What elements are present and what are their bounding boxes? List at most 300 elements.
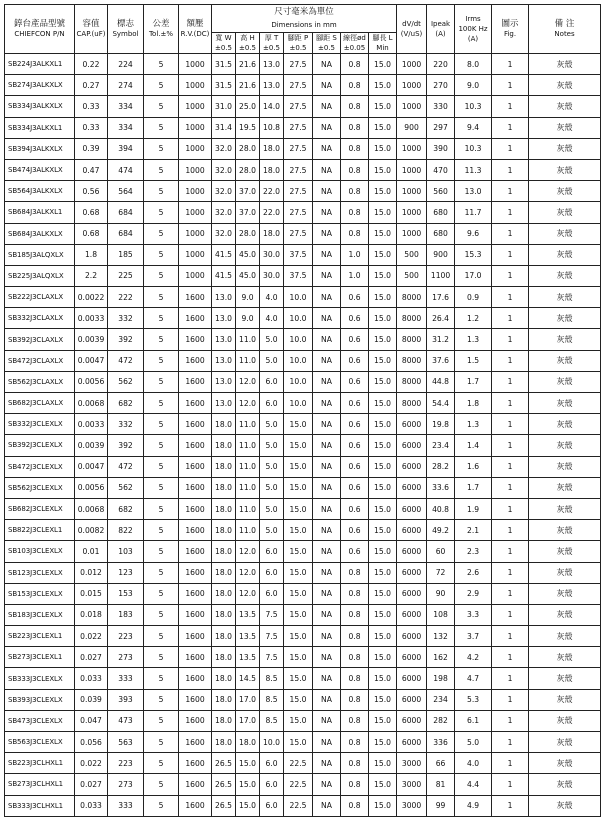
cell-symbol: 822 bbox=[108, 520, 144, 541]
cell-height: 37.0 bbox=[236, 202, 260, 223]
cell-capacitance: 0.0047 bbox=[75, 350, 108, 371]
cell-rated-voltage: 1000 bbox=[179, 54, 212, 75]
cell-ipeak: 234 bbox=[427, 689, 455, 710]
cell-pitch-p: 10.0 bbox=[284, 393, 313, 414]
cell-notes: 灰殼 bbox=[529, 710, 601, 731]
cell-part-number: SB333J3CLHXL1 bbox=[5, 795, 75, 816]
cell-dvdt: 6000 bbox=[397, 520, 427, 541]
cell-symbol: 563 bbox=[108, 732, 144, 753]
cell-rated-voltage: 1000 bbox=[179, 223, 212, 244]
cell-tolerance: 5 bbox=[144, 795, 179, 816]
cell-dvdt: 6000 bbox=[397, 477, 427, 498]
header-wire-diameter: 線徑ød ±0.05 bbox=[341, 33, 369, 54]
cell-width: 13.0 bbox=[212, 371, 236, 392]
cell-figure: 1 bbox=[492, 456, 529, 477]
table-row bbox=[5, 393, 601, 414]
cell-pitch-p: 27.5 bbox=[284, 75, 313, 96]
cell-tolerance: 5 bbox=[144, 710, 179, 731]
cell-capacitance: 2.2 bbox=[75, 265, 108, 286]
cell-height: 45.0 bbox=[236, 265, 260, 286]
cell-figure: 1 bbox=[492, 753, 529, 774]
cell-lead-length: 15.0 bbox=[369, 498, 397, 519]
cell-ipeak: 198 bbox=[427, 668, 455, 689]
cell-symbol: 185 bbox=[108, 244, 144, 265]
cell-wire-diameter: 0.8 bbox=[341, 668, 369, 689]
cell-pitch-p: 15.0 bbox=[284, 604, 313, 625]
cell-part-number: SB392J3CLAXLX bbox=[5, 329, 75, 350]
cell-tolerance: 5 bbox=[144, 604, 179, 625]
cell-wire-diameter: 0.8 bbox=[341, 732, 369, 753]
cell-ipeak: 17.6 bbox=[427, 287, 455, 308]
cell-thickness: 7.5 bbox=[260, 647, 284, 668]
table-row bbox=[5, 181, 601, 202]
cell-width: 13.0 bbox=[212, 329, 236, 350]
cell-thickness: 13.0 bbox=[260, 54, 284, 75]
cell-irms: 4.4 bbox=[455, 774, 492, 795]
cell-ipeak: 162 bbox=[427, 647, 455, 668]
header-symbol: 標志 Symbol bbox=[108, 5, 144, 54]
cell-pitch-s: NA bbox=[313, 456, 341, 477]
cell-pitch-s: NA bbox=[313, 265, 341, 286]
cell-pitch-s: NA bbox=[313, 308, 341, 329]
cell-tolerance: 5 bbox=[144, 138, 179, 159]
cell-width: 18.0 bbox=[212, 689, 236, 710]
cell-irms: 1.3 bbox=[455, 329, 492, 350]
cell-thickness: 6.0 bbox=[260, 393, 284, 414]
cell-part-number: SB473J3CLEXLX bbox=[5, 710, 75, 731]
table-row bbox=[5, 498, 601, 519]
cell-figure: 1 bbox=[492, 562, 529, 583]
cell-wire-diameter: 0.8 bbox=[341, 117, 369, 138]
cell-pitch-s: NA bbox=[313, 520, 341, 541]
cell-capacitance: 0.033 bbox=[75, 795, 108, 816]
cell-pitch-p: 15.0 bbox=[284, 435, 313, 456]
cell-tolerance: 5 bbox=[144, 689, 179, 710]
cell-wire-diameter: 0.6 bbox=[341, 371, 369, 392]
cell-thickness: 5.0 bbox=[260, 456, 284, 477]
cell-dvdt: 3000 bbox=[397, 795, 427, 816]
cell-ipeak: 1100 bbox=[427, 265, 455, 286]
cell-lead-length: 15.0 bbox=[369, 371, 397, 392]
cell-pitch-p: 15.0 bbox=[284, 562, 313, 583]
cell-notes: 灰殼 bbox=[529, 202, 601, 223]
header-thickness: 厚 T ±0.5 bbox=[260, 33, 284, 54]
cell-irms: 5.3 bbox=[455, 689, 492, 710]
cell-pitch-p: 15.0 bbox=[284, 583, 313, 604]
cell-part-number: SB682J3CLAXLX bbox=[5, 393, 75, 414]
cell-capacitance: 0.027 bbox=[75, 774, 108, 795]
cell-irms: 4.2 bbox=[455, 647, 492, 668]
cell-thickness: 13.0 bbox=[260, 75, 284, 96]
cell-symbol: 562 bbox=[108, 371, 144, 392]
cell-part-number: SB562J3CLEXLX bbox=[5, 477, 75, 498]
cell-lead-length: 15.0 bbox=[369, 477, 397, 498]
cell-ipeak: 28.2 bbox=[427, 456, 455, 477]
cell-symbol: 474 bbox=[108, 159, 144, 180]
cell-figure: 1 bbox=[492, 117, 529, 138]
cell-wire-diameter: 0.8 bbox=[341, 96, 369, 117]
cell-dvdt: 6000 bbox=[397, 562, 427, 583]
cell-pitch-p: 10.0 bbox=[284, 350, 313, 371]
cell-width: 13.0 bbox=[212, 393, 236, 414]
cell-pitch-p: 15.0 bbox=[284, 710, 313, 731]
cell-notes: 灰殼 bbox=[529, 287, 601, 308]
table-body bbox=[5, 54, 601, 817]
header-rated-voltage: 額壓 R.V.(DC) bbox=[179, 5, 212, 54]
cell-notes: 灰殼 bbox=[529, 244, 601, 265]
cell-capacitance: 0.68 bbox=[75, 202, 108, 223]
cell-height: 13.5 bbox=[236, 647, 260, 668]
cell-wire-diameter: 0.8 bbox=[341, 647, 369, 668]
cell-irms: 1.5 bbox=[455, 350, 492, 371]
cell-tolerance: 5 bbox=[144, 75, 179, 96]
cell-figure: 1 bbox=[492, 435, 529, 456]
cell-pitch-s: NA bbox=[313, 350, 341, 371]
cell-notes: 灰殼 bbox=[529, 541, 601, 562]
cell-capacitance: 0.33 bbox=[75, 96, 108, 117]
cell-rated-voltage: 1600 bbox=[179, 520, 212, 541]
cell-figure: 1 bbox=[492, 181, 529, 202]
cell-pitch-s: NA bbox=[313, 689, 341, 710]
cell-rated-voltage: 1600 bbox=[179, 732, 212, 753]
cell-pitch-s: NA bbox=[313, 329, 341, 350]
cell-lead-length: 15.0 bbox=[369, 244, 397, 265]
cell-dvdt: 1000 bbox=[397, 96, 427, 117]
cell-pitch-p: 37.5 bbox=[284, 265, 313, 286]
cell-part-number: SB472J3CLEXLX bbox=[5, 456, 75, 477]
cell-pitch-s: NA bbox=[313, 202, 341, 223]
cell-pitch-p: 15.0 bbox=[284, 477, 313, 498]
cell-part-number: SB392J3CLEXLX bbox=[5, 435, 75, 456]
table-row bbox=[5, 435, 601, 456]
cell-height: 25.0 bbox=[236, 96, 260, 117]
cell-part-number: SB684J3ALKXLX bbox=[5, 223, 75, 244]
cell-width: 18.0 bbox=[212, 710, 236, 731]
cell-notes: 灰殼 bbox=[529, 689, 601, 710]
cell-notes: 灰殼 bbox=[529, 181, 601, 202]
cell-wire-diameter: 0.6 bbox=[341, 498, 369, 519]
cell-height: 11.0 bbox=[236, 350, 260, 371]
cell-symbol: 682 bbox=[108, 498, 144, 519]
cell-notes: 灰殼 bbox=[529, 138, 601, 159]
cell-capacitance: 1.8 bbox=[75, 244, 108, 265]
cell-figure: 1 bbox=[492, 371, 529, 392]
cell-wire-diameter: 0.8 bbox=[341, 202, 369, 223]
cell-rated-voltage: 1600 bbox=[179, 710, 212, 731]
cell-thickness: 30.0 bbox=[260, 265, 284, 286]
cell-height: 28.0 bbox=[236, 223, 260, 244]
cell-thickness: 14.0 bbox=[260, 96, 284, 117]
cell-thickness: 6.0 bbox=[260, 753, 284, 774]
cell-rated-voltage: 1600 bbox=[179, 498, 212, 519]
header-ipeak: Ipeak (A) bbox=[427, 5, 455, 54]
cell-width: 31.5 bbox=[212, 75, 236, 96]
cell-lead-length: 15.0 bbox=[369, 159, 397, 180]
cell-part-number: SB334J3ALKXLX bbox=[5, 96, 75, 117]
cell-height: 21.6 bbox=[236, 75, 260, 96]
cell-part-number: SB225J3ALQXLX bbox=[5, 265, 75, 286]
cell-irms: 1.4 bbox=[455, 435, 492, 456]
cell-lead-length: 15.0 bbox=[369, 732, 397, 753]
cell-width: 18.0 bbox=[212, 732, 236, 753]
cell-symbol: 332 bbox=[108, 308, 144, 329]
cell-rated-voltage: 1000 bbox=[179, 202, 212, 223]
cell-ipeak: 330 bbox=[427, 96, 455, 117]
cell-pitch-p: 27.5 bbox=[284, 202, 313, 223]
cell-figure: 1 bbox=[492, 244, 529, 265]
cell-thickness: 30.0 bbox=[260, 244, 284, 265]
table-row bbox=[5, 477, 601, 498]
cell-pitch-p: 27.5 bbox=[284, 117, 313, 138]
cell-pitch-s: NA bbox=[313, 732, 341, 753]
cell-figure: 1 bbox=[492, 626, 529, 647]
cell-thickness: 10.0 bbox=[260, 732, 284, 753]
table-row bbox=[5, 371, 601, 392]
cell-pitch-s: NA bbox=[313, 414, 341, 435]
header-lead-length: 腳長 L Min bbox=[369, 33, 397, 54]
cell-lead-length: 15.0 bbox=[369, 774, 397, 795]
table-row bbox=[5, 795, 601, 816]
cell-height: 11.0 bbox=[236, 329, 260, 350]
cell-ipeak: 23.4 bbox=[427, 435, 455, 456]
cell-irms: 4.0 bbox=[455, 753, 492, 774]
cell-part-number: SB332J3CLAXLX bbox=[5, 308, 75, 329]
cell-rated-voltage: 1600 bbox=[179, 477, 212, 498]
cell-lead-length: 15.0 bbox=[369, 117, 397, 138]
cell-dvdt: 900 bbox=[397, 117, 427, 138]
cell-tolerance: 5 bbox=[144, 265, 179, 286]
cell-part-number: SB273J3CLEXL1 bbox=[5, 647, 75, 668]
cell-lead-length: 15.0 bbox=[369, 456, 397, 477]
cell-width: 18.0 bbox=[212, 626, 236, 647]
cell-pitch-p: 15.0 bbox=[284, 668, 313, 689]
header-figure: 圖示 Fig. bbox=[492, 5, 529, 54]
cell-ipeak: 390 bbox=[427, 138, 455, 159]
cell-notes: 灰殼 bbox=[529, 732, 601, 753]
cell-pitch-p: 15.0 bbox=[284, 520, 313, 541]
table-row bbox=[5, 54, 601, 75]
cell-height: 13.5 bbox=[236, 604, 260, 625]
cell-thickness: 5.0 bbox=[260, 435, 284, 456]
cell-notes: 灰殼 bbox=[529, 350, 601, 371]
cell-ipeak: 60 bbox=[427, 541, 455, 562]
cell-pitch-s: NA bbox=[313, 117, 341, 138]
cell-thickness: 4.0 bbox=[260, 308, 284, 329]
header-part-number: 錞台產品型號 CHIEFCON P/N bbox=[5, 5, 75, 54]
cell-capacitance: 0.0033 bbox=[75, 308, 108, 329]
cell-wire-diameter: 0.8 bbox=[341, 138, 369, 159]
cell-rated-voltage: 1600 bbox=[179, 414, 212, 435]
cell-height: 13.5 bbox=[236, 626, 260, 647]
cell-capacitance: 0.012 bbox=[75, 562, 108, 583]
cell-figure: 1 bbox=[492, 795, 529, 816]
cell-pitch-p: 15.0 bbox=[284, 689, 313, 710]
cell-rated-voltage: 1600 bbox=[179, 541, 212, 562]
cell-pitch-p: 10.0 bbox=[284, 329, 313, 350]
cell-part-number: SB223J3CLEXL1 bbox=[5, 626, 75, 647]
cell-lead-length: 15.0 bbox=[369, 435, 397, 456]
cell-symbol: 273 bbox=[108, 647, 144, 668]
cell-pitch-p: 10.0 bbox=[284, 308, 313, 329]
cell-figure: 1 bbox=[492, 732, 529, 753]
cell-width: 32.0 bbox=[212, 181, 236, 202]
cell-figure: 1 bbox=[492, 223, 529, 244]
cell-notes: 灰殼 bbox=[529, 329, 601, 350]
cell-rated-voltage: 1600 bbox=[179, 774, 212, 795]
cell-symbol: 153 bbox=[108, 583, 144, 604]
cell-pitch-p: 15.0 bbox=[284, 414, 313, 435]
cell-capacitance: 0.022 bbox=[75, 626, 108, 647]
cell-dvdt: 6000 bbox=[397, 604, 427, 625]
cell-pitch-p: 27.5 bbox=[284, 138, 313, 159]
cell-tolerance: 5 bbox=[144, 583, 179, 604]
cell-thickness: 6.0 bbox=[260, 795, 284, 816]
header-dvdt: dV/dt (V/uS) bbox=[397, 5, 427, 54]
cell-lead-length: 15.0 bbox=[369, 202, 397, 223]
cell-tolerance: 5 bbox=[144, 562, 179, 583]
cell-thickness: 6.0 bbox=[260, 562, 284, 583]
cell-wire-diameter: 1.0 bbox=[341, 244, 369, 265]
cell-notes: 灰殼 bbox=[529, 414, 601, 435]
cell-lead-length: 15.0 bbox=[369, 626, 397, 647]
cell-lead-length: 15.0 bbox=[369, 520, 397, 541]
cell-ipeak: 44.8 bbox=[427, 371, 455, 392]
cell-figure: 1 bbox=[492, 774, 529, 795]
cell-irms: 1.2 bbox=[455, 308, 492, 329]
cell-ipeak: 108 bbox=[427, 604, 455, 625]
cell-rated-voltage: 1000 bbox=[179, 117, 212, 138]
cell-irms: 17.0 bbox=[455, 265, 492, 286]
cell-dvdt: 1000 bbox=[397, 54, 427, 75]
cell-rated-voltage: 1600 bbox=[179, 435, 212, 456]
cell-figure: 1 bbox=[492, 498, 529, 519]
cell-wire-diameter: 0.6 bbox=[341, 287, 369, 308]
cell-pitch-p: 22.5 bbox=[284, 774, 313, 795]
cell-figure: 1 bbox=[492, 583, 529, 604]
cell-lead-length: 15.0 bbox=[369, 562, 397, 583]
cell-rated-voltage: 1600 bbox=[179, 604, 212, 625]
table-row bbox=[5, 287, 601, 308]
cell-tolerance: 5 bbox=[144, 414, 179, 435]
cell-wire-diameter: 1.0 bbox=[341, 265, 369, 286]
cell-irms: 4.9 bbox=[455, 795, 492, 816]
cell-lead-length: 15.0 bbox=[369, 223, 397, 244]
cell-tolerance: 5 bbox=[144, 223, 179, 244]
cell-dvdt: 3000 bbox=[397, 774, 427, 795]
cell-notes: 灰殼 bbox=[529, 498, 601, 519]
cell-thickness: 8.5 bbox=[260, 668, 284, 689]
cell-capacitance: 0.22 bbox=[75, 54, 108, 75]
table-row bbox=[5, 689, 601, 710]
table-row bbox=[5, 710, 601, 731]
cell-capacitance: 0.027 bbox=[75, 647, 108, 668]
cell-pitch-p: 15.0 bbox=[284, 456, 313, 477]
cell-width: 32.0 bbox=[212, 159, 236, 180]
cell-symbol: 183 bbox=[108, 604, 144, 625]
header-dimensions-subtitle: Dimensions in mm bbox=[212, 18, 397, 33]
cell-height: 14.5 bbox=[236, 668, 260, 689]
cell-symbol: 472 bbox=[108, 456, 144, 477]
cell-capacitance: 0.56 bbox=[75, 181, 108, 202]
table-row bbox=[5, 456, 601, 477]
cell-height: 9.0 bbox=[236, 308, 260, 329]
table-row bbox=[5, 647, 601, 668]
cell-symbol: 332 bbox=[108, 414, 144, 435]
cell-width: 13.0 bbox=[212, 350, 236, 371]
cell-lead-length: 15.0 bbox=[369, 138, 397, 159]
cell-lead-length: 15.0 bbox=[369, 393, 397, 414]
cell-ipeak: 132 bbox=[427, 626, 455, 647]
cell-part-number: SB474J3ALKXLX bbox=[5, 159, 75, 180]
cell-capacitance: 0.27 bbox=[75, 75, 108, 96]
cell-wire-diameter: 0.6 bbox=[341, 477, 369, 498]
cell-part-number: SB333J3CLEXLX bbox=[5, 668, 75, 689]
cell-tolerance: 5 bbox=[144, 159, 179, 180]
cell-notes: 灰殼 bbox=[529, 774, 601, 795]
cell-wire-diameter: 0.8 bbox=[341, 626, 369, 647]
table-row bbox=[5, 329, 601, 350]
cell-symbol: 682 bbox=[108, 393, 144, 414]
cell-wire-diameter: 0.8 bbox=[341, 562, 369, 583]
cell-wire-diameter: 0.8 bbox=[341, 774, 369, 795]
cell-width: 18.0 bbox=[212, 498, 236, 519]
cell-thickness: 18.0 bbox=[260, 138, 284, 159]
cell-dvdt: 6000 bbox=[397, 583, 427, 604]
cell-part-number: SB153J3CLEXLX bbox=[5, 583, 75, 604]
cell-lead-length: 15.0 bbox=[369, 54, 397, 75]
cell-capacitance: 0.033 bbox=[75, 668, 108, 689]
cell-capacitance: 0.056 bbox=[75, 732, 108, 753]
cell-dvdt: 6000 bbox=[397, 626, 427, 647]
cell-height: 37.0 bbox=[236, 181, 260, 202]
cell-rated-voltage: 1600 bbox=[179, 583, 212, 604]
cell-width: 31.4 bbox=[212, 117, 236, 138]
cell-height: 12.0 bbox=[236, 583, 260, 604]
cell-height: 12.0 bbox=[236, 541, 260, 562]
cell-pitch-p: 15.0 bbox=[284, 541, 313, 562]
cell-height: 17.0 bbox=[236, 710, 260, 731]
cell-dvdt: 8000 bbox=[397, 393, 427, 414]
header-tolerance: 公差 Tol.±% bbox=[144, 5, 179, 54]
cell-irms: 10.3 bbox=[455, 96, 492, 117]
cell-notes: 灰殼 bbox=[529, 562, 601, 583]
cell-height: 11.0 bbox=[236, 498, 260, 519]
cell-wire-diameter: 0.6 bbox=[341, 329, 369, 350]
cell-ipeak: 99 bbox=[427, 795, 455, 816]
cell-dvdt: 8000 bbox=[397, 371, 427, 392]
cell-irms: 1.9 bbox=[455, 498, 492, 519]
cell-tolerance: 5 bbox=[144, 774, 179, 795]
cell-pitch-s: NA bbox=[313, 562, 341, 583]
cell-lead-length: 15.0 bbox=[369, 689, 397, 710]
table-row bbox=[5, 541, 601, 562]
cell-rated-voltage: 1600 bbox=[179, 689, 212, 710]
cell-part-number: SB563J3CLEXLX bbox=[5, 732, 75, 753]
cell-pitch-p: 10.0 bbox=[284, 371, 313, 392]
cell-width: 26.5 bbox=[212, 774, 236, 795]
cell-dvdt: 6000 bbox=[397, 541, 427, 562]
cell-capacitance: 0.015 bbox=[75, 583, 108, 604]
cell-lead-length: 15.0 bbox=[369, 414, 397, 435]
cell-capacitance: 0.0033 bbox=[75, 414, 108, 435]
cell-irms: 2.9 bbox=[455, 583, 492, 604]
cell-figure: 1 bbox=[492, 54, 529, 75]
table-row bbox=[5, 668, 601, 689]
cell-rated-voltage: 1000 bbox=[179, 181, 212, 202]
cell-rated-voltage: 1600 bbox=[179, 795, 212, 816]
table-row bbox=[5, 96, 601, 117]
cell-lead-length: 15.0 bbox=[369, 329, 397, 350]
